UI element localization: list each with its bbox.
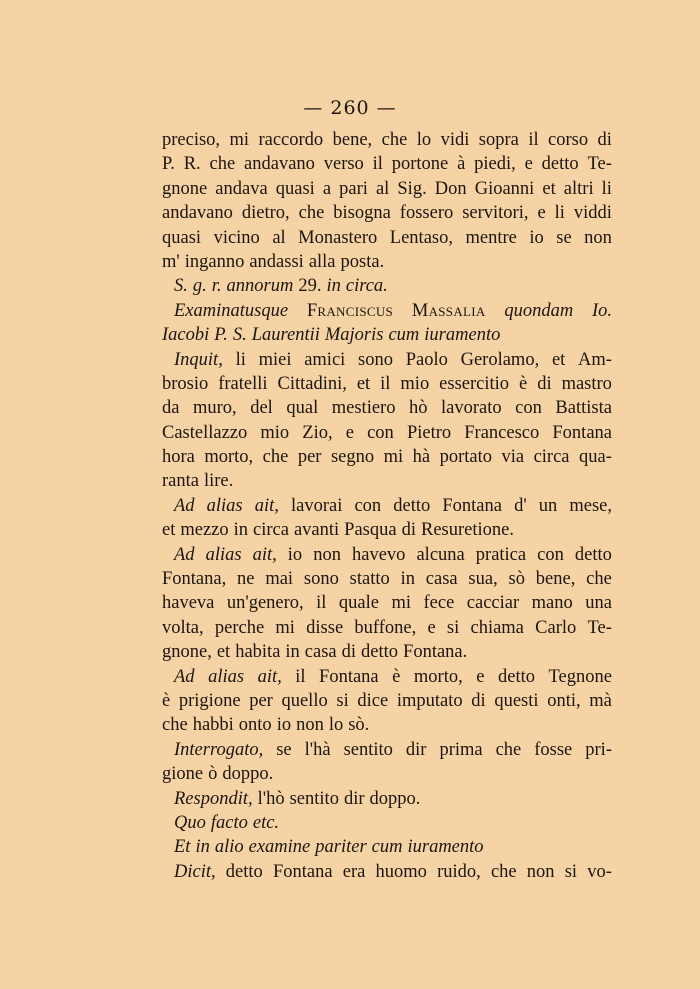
text-line <box>162 372 612 396</box>
word: gnone <box>162 178 208 199</box>
text-line <box>162 152 612 176</box>
word: piedi, <box>474 154 516 175</box>
word: viddi <box>573 203 612 224</box>
word: mese, <box>569 495 612 516</box>
word: al <box>375 178 390 199</box>
word: al <box>272 227 286 248</box>
word: di <box>537 373 552 394</box>
word: alio <box>214 837 244 858</box>
word: ne <box>237 569 255 590</box>
word: quasi <box>275 178 315 199</box>
word: Franciscus <box>306 300 394 321</box>
word: che <box>209 154 236 175</box>
text-line <box>162 445 612 469</box>
word: per <box>249 690 273 711</box>
word: essercitio <box>439 373 510 394</box>
text-line <box>162 860 612 884</box>
word: pratica <box>475 544 527 565</box>
word: del <box>250 398 273 419</box>
word: raccordo <box>258 130 324 150</box>
text-line <box>162 738 612 762</box>
word: vidi <box>440 130 470 150</box>
word: detto <box>497 666 535 687</box>
word: in <box>233 520 249 541</box>
word: il <box>295 666 306 687</box>
word: Fontana, <box>162 569 227 590</box>
word: a <box>322 178 332 199</box>
word: mà <box>589 690 612 711</box>
word: di <box>341 642 357 663</box>
word: gnone, <box>162 642 212 663</box>
word: morto, <box>413 666 463 687</box>
word: R. <box>183 154 201 175</box>
word: ait, <box>254 495 279 516</box>
word: quello <box>281 690 328 711</box>
word: iuramento <box>424 325 501 346</box>
word: lavorai <box>290 495 343 516</box>
word: e <box>427 617 436 638</box>
word: mentre <box>465 227 517 248</box>
word: circa <box>253 520 289 541</box>
word: bene, <box>332 130 373 150</box>
word: se <box>276 739 292 760</box>
word: mi <box>391 593 411 614</box>
word: et <box>542 178 556 199</box>
word: andava <box>215 178 268 199</box>
word: Te- <box>587 617 612 638</box>
word: sentito <box>289 788 339 809</box>
word: ranta <box>162 471 199 492</box>
word: ait, <box>252 544 277 565</box>
word: ait, <box>257 666 282 687</box>
word: Don <box>434 178 467 199</box>
word: alla <box>308 251 336 272</box>
word: il <box>316 593 327 614</box>
word: circa <box>533 447 570 468</box>
word: un'genero, <box>226 593 304 614</box>
word: annorum <box>226 276 294 297</box>
word: m' <box>162 251 180 272</box>
word: Massalia <box>411 300 486 321</box>
word: P. <box>214 325 228 346</box>
word: pari <box>339 178 368 199</box>
word: Interrogato, <box>174 739 264 760</box>
word: mio <box>260 422 290 443</box>
word: che <box>586 569 612 590</box>
text-line <box>162 616 612 640</box>
word: Sig. <box>397 178 427 199</box>
word: buffone, <box>354 617 417 638</box>
word: da <box>162 398 180 419</box>
word: detto <box>541 154 579 175</box>
word: si <box>336 690 349 711</box>
word: Iacobi <box>162 325 210 346</box>
word: Laurentii <box>251 325 320 346</box>
word: Dicit, <box>174 861 216 882</box>
word: havevo <box>352 544 406 565</box>
word: facto <box>210 812 248 833</box>
word: habita <box>235 642 281 663</box>
text-line <box>162 201 612 225</box>
word: li <box>554 203 565 224</box>
text-line <box>162 348 612 372</box>
word: Pietro <box>406 422 452 443</box>
word: e <box>345 422 354 443</box>
word: andavano <box>244 154 315 175</box>
word: Am- <box>578 349 612 370</box>
word: questi <box>494 690 539 711</box>
word: fosse <box>534 739 573 760</box>
word: chiama <box>470 617 524 638</box>
word: inganno <box>184 251 245 272</box>
word: et <box>162 520 176 541</box>
word: lo <box>416 130 432 150</box>
word: Quo <box>174 812 206 833</box>
word: Gerolamo, <box>460 349 540 370</box>
word: sono <box>303 569 339 590</box>
word: si <box>564 861 578 882</box>
word: et <box>216 642 231 663</box>
word: Tegnone <box>548 666 612 687</box>
word: P. <box>162 154 175 175</box>
word: sò <box>508 569 525 590</box>
text-line <box>162 567 612 591</box>
word: hò <box>408 398 428 419</box>
word: doppo. <box>369 788 421 809</box>
word: Resuretione. <box>420 520 514 541</box>
word: che <box>490 861 517 882</box>
word: il <box>372 154 383 175</box>
word: segno <box>330 447 375 468</box>
word: in <box>326 276 341 297</box>
word: è <box>392 666 401 687</box>
word: e <box>476 666 485 687</box>
word: andassi <box>249 251 304 272</box>
word: andavano <box>162 203 233 224</box>
page-number: — 260 — <box>303 97 397 119</box>
word: in <box>400 569 415 590</box>
word: Zio, <box>302 422 333 443</box>
word: che <box>162 715 188 736</box>
word: vo- <box>587 861 612 882</box>
word: è <box>162 690 171 711</box>
word: mestiero <box>331 398 396 419</box>
word: Ad <box>174 495 195 516</box>
word: Ad <box>174 666 195 687</box>
word: Te- <box>587 154 612 175</box>
word: Ad <box>174 544 195 565</box>
word: per <box>297 447 322 468</box>
word: Majoris <box>324 325 384 346</box>
text-line <box>162 665 612 689</box>
text-line <box>162 128 612 152</box>
text-line <box>162 396 612 420</box>
word: doppo. <box>222 764 274 785</box>
word: che <box>262 447 289 468</box>
word: Fontana. <box>403 642 468 663</box>
word: il <box>528 130 539 150</box>
word: etc. <box>252 812 280 833</box>
word: mio <box>400 373 430 394</box>
word: Pasqua <box>344 520 397 541</box>
word: che <box>495 739 522 760</box>
word: et <box>356 373 371 394</box>
text-line <box>162 811 612 835</box>
text-line <box>162 421 612 445</box>
word: haveva <box>162 593 215 614</box>
word: con <box>515 398 542 419</box>
word: iuramento <box>407 837 484 858</box>
word: r. <box>211 276 222 297</box>
text-line <box>162 762 612 786</box>
word: di <box>401 520 416 541</box>
word: con <box>537 544 564 565</box>
text-line <box>162 250 612 274</box>
word: non <box>526 861 555 882</box>
word: detto <box>574 544 612 565</box>
word: detto <box>361 642 399 663</box>
word: portone <box>391 154 449 175</box>
word: che <box>298 203 325 224</box>
word: Io. <box>591 300 612 321</box>
word: dir <box>405 739 427 760</box>
word: posta. <box>340 251 385 272</box>
word: brosio <box>162 373 209 394</box>
word: quasi <box>162 227 202 248</box>
text-line <box>162 689 612 713</box>
body-text <box>162 128 612 884</box>
word: alias <box>206 495 243 516</box>
word: dietro, <box>241 203 290 224</box>
word: disse <box>306 617 344 638</box>
word: mi <box>383 447 404 468</box>
word: circa. <box>345 276 388 297</box>
word: era <box>342 861 366 882</box>
word: Examinatusque <box>174 300 289 321</box>
word: cum <box>371 837 403 858</box>
word: lire. <box>203 471 234 492</box>
word: sono <box>358 349 393 370</box>
word: via <box>501 447 525 468</box>
word: fratelli <box>218 373 268 394</box>
word: Cittadini, <box>277 373 347 394</box>
word: Inquit, <box>174 349 223 370</box>
word: fece <box>423 593 455 614</box>
word: cacciar <box>466 593 520 614</box>
word: Battista <box>555 398 612 419</box>
word: onto <box>238 715 272 736</box>
word: Paolo <box>405 349 448 370</box>
text-line <box>162 177 612 201</box>
word: prigione <box>178 690 241 711</box>
word: casa <box>304 642 337 663</box>
text-line <box>162 543 612 567</box>
word: bisogna <box>333 203 391 224</box>
word: Francesco <box>464 422 540 443</box>
word: e <box>524 154 533 175</box>
word: dir <box>343 788 365 809</box>
word: io <box>287 544 303 565</box>
text-line <box>162 713 612 737</box>
text-line <box>162 274 612 298</box>
word: mano <box>531 593 573 614</box>
text-line <box>162 226 612 250</box>
word: alias <box>205 544 242 565</box>
word: perche <box>214 617 265 638</box>
word: si <box>446 617 460 638</box>
word: Fontana <box>272 861 333 882</box>
word: g. <box>192 276 207 297</box>
word: se <box>556 227 572 248</box>
word: Carlo <box>535 617 577 638</box>
word: S. <box>174 276 188 297</box>
word: e <box>537 203 546 224</box>
text-line <box>162 469 612 493</box>
text-line <box>162 640 612 664</box>
word: Et <box>174 837 191 858</box>
word: miei <box>258 349 292 370</box>
word: alcuna <box>416 544 465 565</box>
text-line <box>162 323 612 347</box>
word: Fontana <box>552 422 612 443</box>
word: Respondit, <box>174 788 253 809</box>
word: io <box>529 227 544 248</box>
word: sua, <box>468 569 498 590</box>
word: imputato <box>396 690 463 711</box>
word: prima <box>439 739 483 760</box>
word: et <box>551 349 566 370</box>
word: io <box>276 715 292 736</box>
word: mi <box>229 130 250 150</box>
word: altri <box>563 178 594 199</box>
word: lo <box>328 715 344 736</box>
word: Gioanni <box>474 178 535 199</box>
word: muro, <box>193 398 237 419</box>
word: casa <box>425 569 458 590</box>
word: ò <box>208 764 218 785</box>
text-line <box>162 787 612 811</box>
word: gione <box>162 764 204 785</box>
word: hà <box>412 447 431 468</box>
word: sentito <box>343 739 393 760</box>
word: detto <box>225 861 263 882</box>
word: fossero <box>399 203 454 224</box>
word: d' <box>514 495 527 516</box>
word: in <box>195 837 210 858</box>
word: onti, <box>547 690 581 711</box>
word: portato <box>439 447 492 468</box>
word: con <box>354 495 382 516</box>
word: non <box>296 715 324 736</box>
word: mastro <box>561 373 612 394</box>
word: amici <box>304 349 346 370</box>
word: un <box>538 495 558 516</box>
word: che <box>381 130 408 150</box>
word: avanti <box>293 520 340 541</box>
word: Castellazzo <box>162 422 248 443</box>
word: in <box>285 642 300 663</box>
word: mai <box>265 569 294 590</box>
word: quondam <box>504 300 574 321</box>
word: corso <box>548 130 589 150</box>
word: con <box>367 422 394 443</box>
word: quale <box>338 593 379 614</box>
word: vicino <box>213 227 260 248</box>
word: alias <box>208 666 245 687</box>
word: di <box>597 130 612 150</box>
text-line <box>162 494 612 518</box>
word: qual <box>286 398 319 419</box>
word: l'hà <box>304 739 331 760</box>
word: habbi <box>192 715 234 736</box>
word: li <box>601 178 612 199</box>
word: una <box>585 593 612 614</box>
word: hora <box>162 447 195 468</box>
word: huomo <box>375 861 427 882</box>
word: non <box>313 544 341 565</box>
word: morto, <box>204 447 254 468</box>
word: li <box>235 349 246 370</box>
text-line <box>162 299 612 323</box>
text-line <box>162 591 612 615</box>
word: il <box>380 373 391 394</box>
word: pariter <box>315 837 367 858</box>
word: volta, <box>162 617 204 638</box>
word: l'hò <box>257 788 285 809</box>
word: servitori, <box>462 203 529 224</box>
word: sò. <box>348 715 370 736</box>
text-line <box>162 835 612 859</box>
word: Lentaso, <box>389 227 453 248</box>
word: pri- <box>585 739 612 760</box>
word: lavorato <box>441 398 502 419</box>
word: statto <box>349 569 390 590</box>
word: bene, <box>535 569 576 590</box>
word: examine <box>248 837 311 858</box>
word: preciso, <box>162 130 221 150</box>
word: mezzo <box>180 520 229 541</box>
text-line <box>162 518 612 542</box>
word: Monastero <box>298 227 378 248</box>
word: non <box>584 227 612 248</box>
word: à <box>457 154 466 175</box>
word: ruido, <box>437 861 481 882</box>
word: 29. <box>298 276 322 297</box>
word: dice <box>357 690 389 711</box>
word: cum <box>388 325 420 346</box>
word: è <box>519 373 528 394</box>
word: verso <box>323 154 364 175</box>
word: detto <box>393 495 431 516</box>
word: mi <box>275 617 295 638</box>
word: di <box>471 690 486 711</box>
word: sopra <box>478 130 519 150</box>
word: Fontana <box>319 666 379 687</box>
word: Fontana <box>442 495 502 516</box>
word: S. <box>232 325 247 346</box>
word: qua- <box>578 447 612 468</box>
